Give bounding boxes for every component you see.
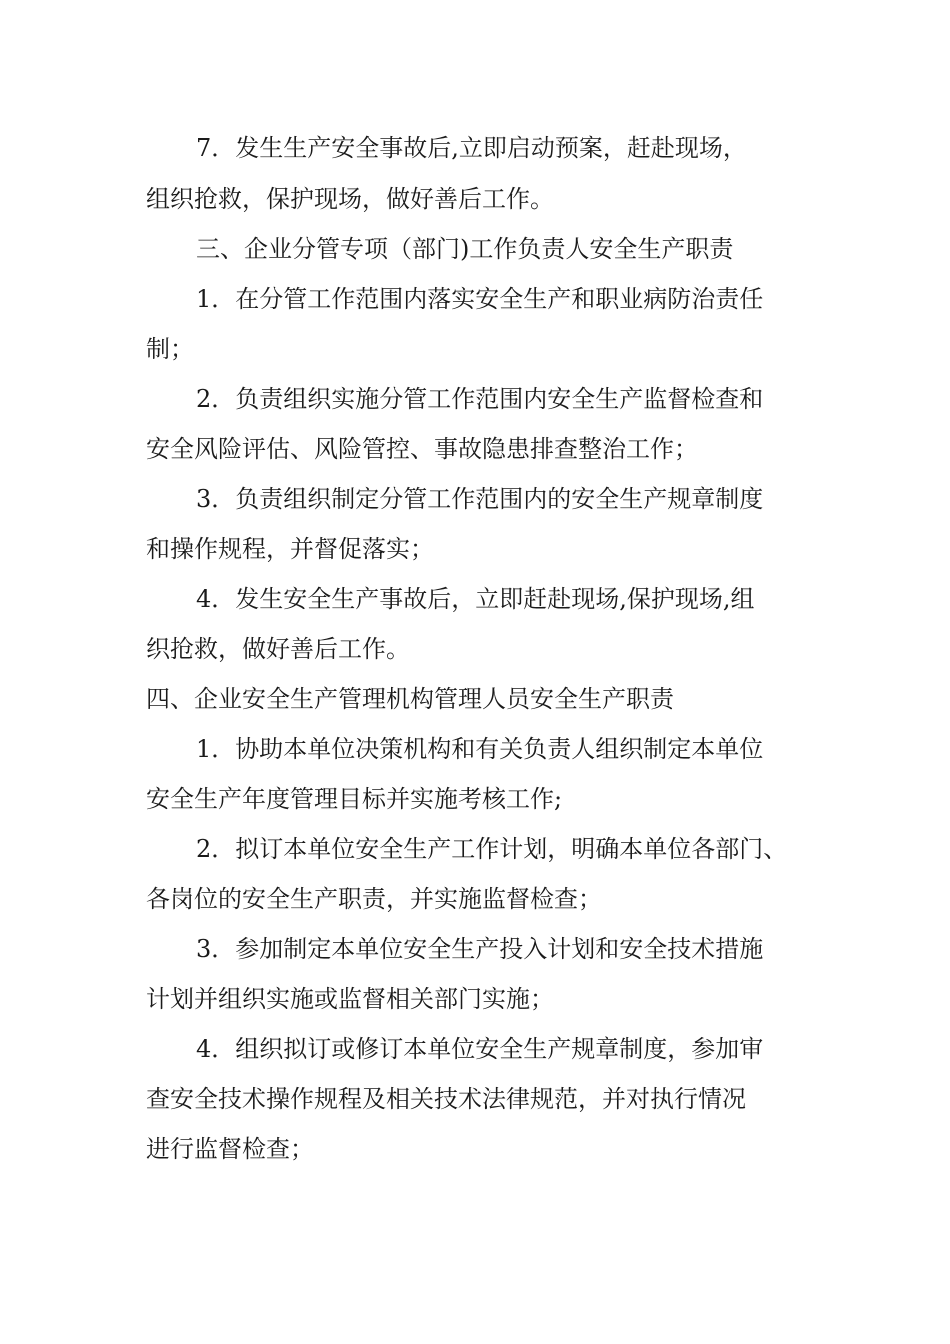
text-line: 组织抢救，保护现场，做好善后工作。 [146,185,554,213]
text-line: 安全生产年度管理目标并实施考核工作; [146,785,563,813]
text-line: 2．拟订本单位安全生产工作计划，明确本单位各部门、 [196,835,788,863]
text-line: 4．组织拟订或修订本单位安全生产规章制度，参加审 [196,1035,764,1063]
text-line: 3．参加制定本单位安全生产投入计划和安全技术措施 [196,935,764,963]
text-line: 查安全技术操作规程及相关技术法律规范，并对执行情况 [146,1085,746,1113]
text-line: 3．负责组织制定分管工作范围内的安全生产规章制度 [196,485,764,513]
text-line: 安全风险评估、风险管控、事故隐患排查整治工作； [146,435,698,463]
text-line: 各岗位的安全生产职责，并实施监督检查； [146,885,602,913]
text-line: 2．负责组织实施分管工作范围内安全生产监督检查和 [196,385,764,413]
text-line: 织抢救，做好善后工作。 [146,635,410,663]
text-line: 和操作规程，并督促落实； [146,535,434,563]
text-line: 4．发生安全生产事故后，立即赶赴现场,保护现场,组 [196,585,755,613]
text-line: 1．协助本单位决策机构和有关负责人组织制定本单位 [196,735,764,763]
text-line: 1．在分管工作范围内落实安全生产和职业病防治责任 [196,285,764,313]
text-line: 制； [146,335,194,363]
text-line: 计划并组织实施或监督相关部门实施； [146,985,554,1013]
text-line: 7．发生生产安全事故后,立即启动预案，赶赴现场， [196,134,747,162]
section-heading: 四、企业安全生产管理机构管理人员安全生产职责 [146,685,674,713]
text-line: 进行监督检查； [146,1135,314,1163]
section-heading: 三、企业分管专项（部门)工作负责人安全生产职责 [196,235,734,263]
